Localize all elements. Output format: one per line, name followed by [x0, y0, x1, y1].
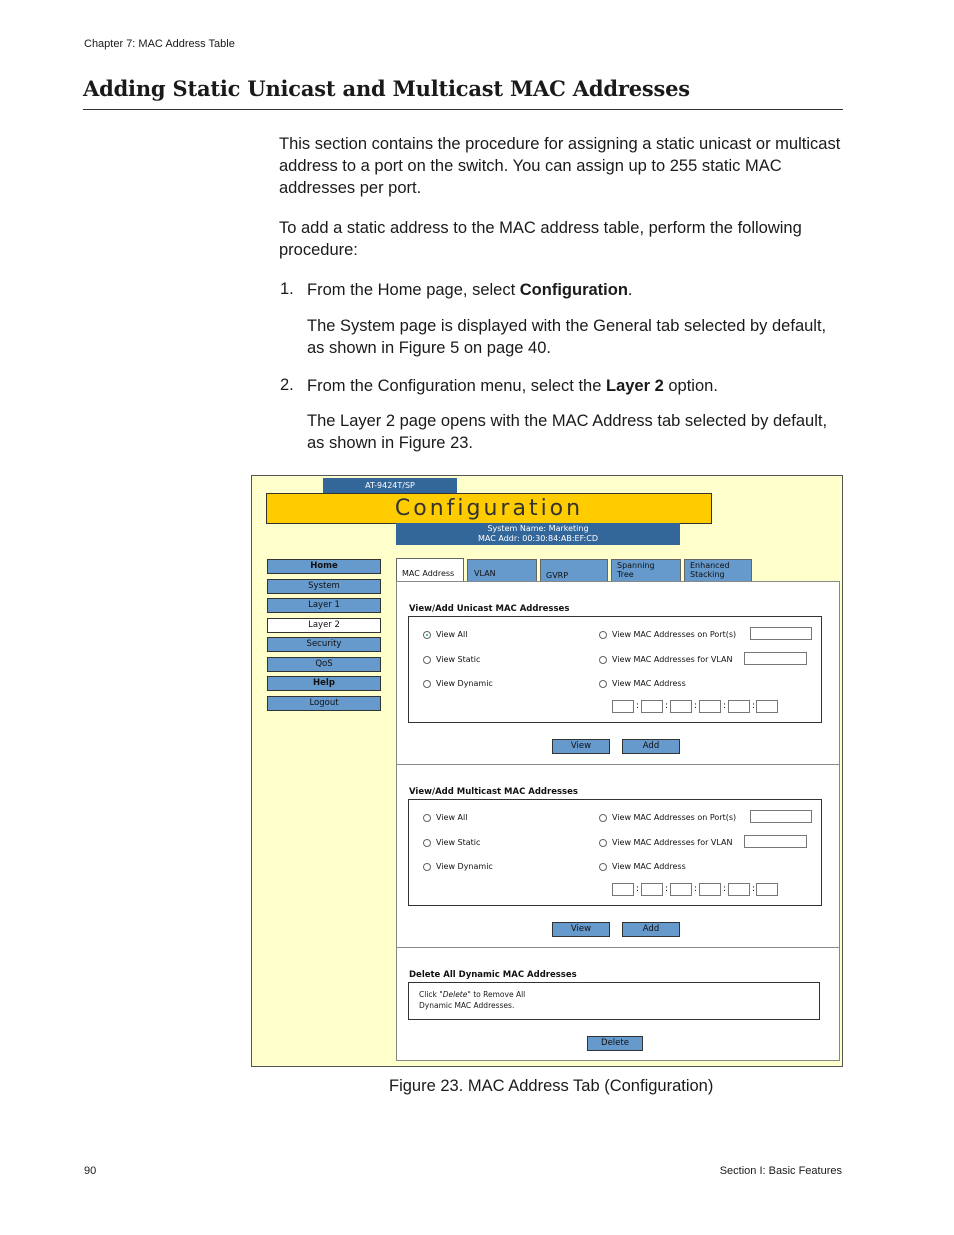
colon-separator: :: [694, 701, 698, 711]
multicast-ports-input[interactable]: [750, 810, 812, 823]
step-1-number: 1.: [280, 280, 294, 298]
unicast-view-static-label: View Static: [436, 655, 481, 664]
nav-help-button[interactable]: Help: [267, 676, 381, 691]
unicast-view-dynamic-radio[interactable]: [423, 680, 431, 688]
colon-separator: :: [723, 701, 727, 711]
colon-separator: :: [752, 884, 756, 894]
multicast-view-static-radio[interactable]: [423, 839, 431, 847]
multicast-add-button[interactable]: Add: [622, 922, 680, 937]
multicast-vlan-input[interactable]: [744, 835, 807, 848]
colon-separator: :: [665, 701, 669, 711]
procedure-paragraph: To add a static address to the MAC address table, perform the following procedure:: [279, 219, 802, 259]
unicast-mac-octet-4[interactable]: [699, 700, 721, 713]
multicast-view-dynamic-label: View Dynamic: [436, 862, 493, 871]
unicast-title: View/Add Unicast MAC Addresses: [409, 604, 570, 614]
nav-security-button[interactable]: Security: [267, 637, 381, 652]
nav-logout-button[interactable]: Logout: [267, 696, 381, 711]
delete-message-line2: Dynamic MAC Addresses.: [419, 1001, 515, 1010]
nav-home-button[interactable]: Home: [267, 559, 381, 574]
unicast-view-all-radio[interactable]: [423, 631, 431, 639]
section-title: Adding Static Unicast and Multicast MAC Addresses: [83, 76, 690, 101]
step-1-text: From the Home page, select Configuration.: [307, 281, 633, 299]
title-rule: [83, 109, 843, 110]
delete-title: Delete All Dynamic MAC Addresses: [409, 970, 577, 980]
system-info-bar: [396, 523, 680, 545]
tab-gvrp[interactable]: GVRP: [540, 559, 608, 581]
colon-separator: :: [723, 884, 727, 894]
running-header: Chapter 7: MAC Address Table: [84, 38, 235, 50]
delete-panel: [396, 947, 840, 1061]
multicast-view-ports-radio[interactable]: [599, 814, 607, 822]
system-name: System Name: Marketing: [487, 524, 589, 533]
unicast-view-button[interactable]: View: [552, 739, 610, 754]
multicast-view-mac-label: View MAC Address: [612, 862, 686, 871]
configuration-banner: Configuration: [266, 493, 712, 524]
colon-separator: :: [665, 884, 669, 894]
colon-separator: :: [636, 884, 640, 894]
figure-caption: Figure 23. MAC Address Tab (Configuration): [389, 1077, 714, 1095]
unicast-view-vlan-label: View MAC Addresses for VLAN: [612, 655, 733, 664]
step-2-number: 2.: [280, 376, 294, 394]
multicast-mac-octet-4[interactable]: [699, 883, 721, 896]
multicast-view-button[interactable]: View: [552, 922, 610, 937]
unicast-add-button[interactable]: Add: [622, 739, 680, 754]
multicast-options-box: [408, 799, 822, 906]
multicast-view-static-label: View Static: [436, 838, 481, 847]
unicast-view-all-label: View All: [436, 630, 468, 639]
nav-layer2-button[interactable]: Layer 2: [267, 618, 381, 633]
section-footer: Section I: Basic Features: [719, 1165, 842, 1177]
colon-separator: :: [636, 701, 640, 711]
unicast-ports-input[interactable]: [750, 627, 812, 640]
intro-paragraph: This section contains the procedure for assigning a static unicast or multicast address to a port on the switch. You can assign up to 255 static MAC addresses per port.: [279, 135, 841, 197]
step-1-note: The System page is displayed with the General tab selected by default, as shown in Figure 5 on page 40.: [307, 317, 827, 357]
multicast-view-ports-label: View MAC Addresses on Port(s): [612, 813, 737, 822]
unicast-view-dynamic-label: View Dynamic: [436, 679, 493, 688]
delete-message-line1: Click "Delete" to Remove All: [419, 990, 526, 999]
unicast-mac-octet-6[interactable]: [756, 700, 778, 713]
figure-screenshot: [251, 475, 843, 1067]
nav-layer1-button[interactable]: Layer 1: [267, 598, 381, 613]
unicast-panel: [396, 581, 840, 765]
colon-separator: :: [694, 884, 698, 894]
multicast-title: View/Add Multicast MAC Addresses: [409, 787, 578, 797]
unicast-view-mac-radio[interactable]: [599, 680, 607, 688]
nav-system-button[interactable]: System: [267, 579, 381, 594]
multicast-mac-octet-5[interactable]: [728, 883, 750, 896]
tab-vlan[interactable]: VLAN: [467, 559, 537, 581]
multicast-view-dynamic-radio[interactable]: [423, 863, 431, 871]
unicast-mac-octet-5[interactable]: [728, 700, 750, 713]
multicast-mac-octet-2[interactable]: [641, 883, 663, 896]
multicast-view-all-radio[interactable]: [423, 814, 431, 822]
colon-separator: :: [752, 701, 756, 711]
tab-mac-address[interactable]: MAC Address: [396, 558, 464, 582]
multicast-view-mac-radio[interactable]: [599, 863, 607, 871]
model-banner: AT-9424T/SP: [323, 478, 457, 493]
step-2-text: From the Configuration menu, select the Layer 2 option.: [307, 377, 718, 395]
multicast-view-vlan-radio[interactable]: [599, 839, 607, 847]
step-2-note: The Layer 2 page opens with the MAC Address tab selected by default, as shown in Figure 23.: [307, 412, 828, 452]
unicast-mac-octet-3[interactable]: [670, 700, 692, 713]
multicast-view-all-label: View All: [436, 813, 468, 822]
multicast-panel: [396, 764, 840, 948]
unicast-view-ports-radio[interactable]: [599, 631, 607, 639]
unicast-view-ports-label: View MAC Addresses on Port(s): [612, 630, 737, 639]
multicast-mac-octet-1[interactable]: [612, 883, 634, 896]
multicast-mac-octet-3[interactable]: [670, 883, 692, 896]
delete-message-box: [408, 982, 820, 1020]
unicast-vlan-input[interactable]: [744, 652, 807, 665]
unicast-mac-octet-2[interactable]: [641, 700, 663, 713]
multicast-view-vlan-label: View MAC Addresses for VLAN: [612, 838, 733, 847]
tab-enhanced-stacking[interactable]: Enhanced Stacking: [684, 559, 752, 581]
multicast-mac-octet-6[interactable]: [756, 883, 778, 896]
unicast-view-vlan-radio[interactable]: [599, 656, 607, 664]
unicast-view-static-radio[interactable]: [423, 656, 431, 664]
nav-qos-button[interactable]: QoS: [267, 657, 381, 672]
tab-spanning-tree[interactable]: Spanning Tree: [611, 559, 681, 581]
unicast-view-mac-label: View MAC Address: [612, 679, 686, 688]
delete-button[interactable]: Delete: [587, 1036, 643, 1051]
page-number: 90: [84, 1165, 97, 1177]
mac-addr: MAC Addr: 00:30:84:AB:EF:CD: [478, 534, 598, 543]
unicast-options-box: [408, 616, 822, 723]
unicast-mac-octet-1[interactable]: [612, 700, 634, 713]
